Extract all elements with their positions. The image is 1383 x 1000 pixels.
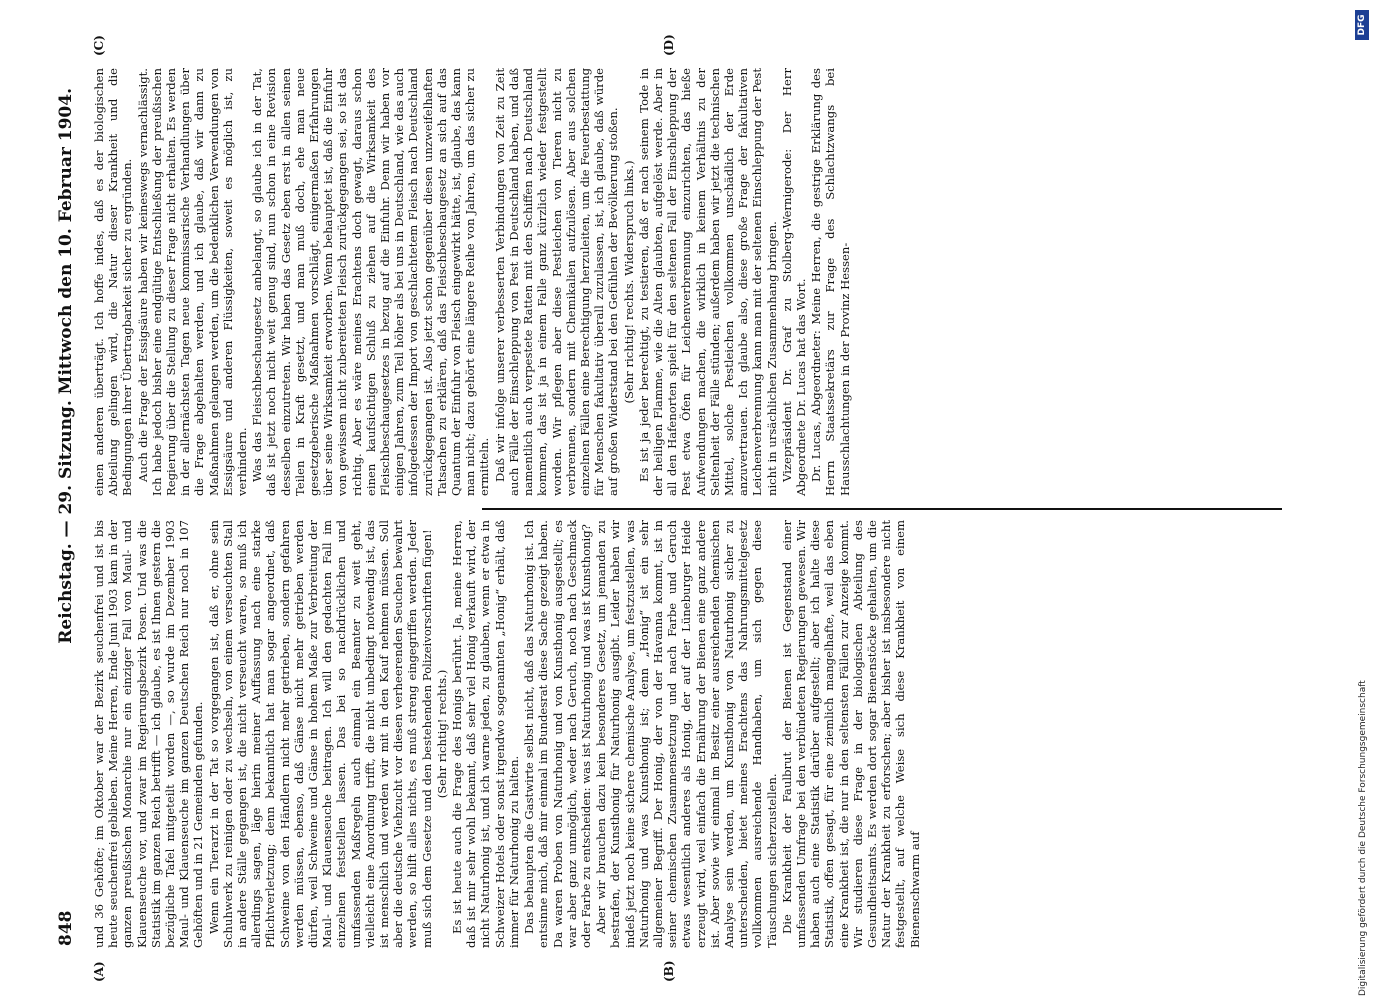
interjection: (Sehr richtig! rechts.) [434, 669, 449, 799]
digitization-credit: Digitalisierung gefördert durch die Deutsche Forschungsgemeinschaft [1358, 680, 1368, 996]
right-column [92, 68, 853, 496]
paragraph: Die Krankheit der Faulbrut der Bienen ist Gegenstand einer umfassenden Umfrage bei den verbündeten Regierungen gewesen. Wir haben auch eine Statistik darüber aufgestellt; aber ich halte diese Statistik, offen gesagt, für eine ziemlich mangelhafte, weil das eben eine Krankheit ist, die nur in den seltensten Fällen zur Anzeige kommt. Wir studieren diese Frage in der biologischen Abteilung des Gesundheitsamts. Es werden dort sogar Bienenstöcke gehalten, um die Natur der Krankheit zu erforschen; aber bisher ist insbesondere nicht festgestellt, auf welche Weise sich diese Krankheit von einem Bienenschwarm auf [779, 520, 922, 948]
paragraph: Daß wir infolge unserer verbesserten Verbindungen von Zeit zu Zeit auch Fälle der Einschleppung von Pest in Deutschland haben, und daß namentlich auch verpestete Ratten mit den Schiffen nach Deutschland kommen, das ist ja in einem Falle ganz kürzlich wieder festgestellt worden. Wir pflegen aber diese Pestleichen von Tieren nicht zu verbrennen, sondern mit Chemikalien aufzulösen. Aber aus solchen einzelnen Fällen eine Berechtigung herzuleiten, um die Feuerbestattung für Menschen fakultativ überall zuzulassen, ist, ich glaube, daß würde auf großen Widerstand bei den Gefühlen der Bevölkerung stoßen. [492, 68, 621, 496]
paragraph: einen anderen überträgt. Ich hoffe indes, daß es der biologischen Abteilung gelingen wird, die Natur dieser Krankheit und die Bedingungen ihrer Übertragbarkeit sicher zu ergründen. [92, 68, 135, 496]
column-divider [482, 508, 1282, 510]
speaker-paragraph: Vizepräsident Dr. Graf zu Stolberg-Wernigerode: Der Herr Abgeordnete Dr. Lucas hat das Wort. [779, 68, 808, 496]
paragraph: Aber wir brauchen dazu kein besonderes Gesetz, um jemanden zu bestrafen, der Kunsthonig für Naturhonig ausgibt. Leider haben wir indeß jetzt noch keine sichere chemische Analyse, um festzustellen, was Naturhonig und was Kunsthonig ist; denn „Honig“ ist ein sehr allgemeiner Begriff. Der Honig, der von der Havanna kommt, ist in seiner chemischen Zusammensetzung und nach Farbe und Geruch etwas wesentlich anderes als Honig, der auf der Lüneburger Heide erzeugt wird, weil einfach die Ernährung der Bienen eine ganz andere ist. Aber sowie wir einmal im Besitz einer ausreichenden chemischen Analyse sein werden, um Kunsthonig von Naturhonig sicher zu unterscheiden, bietet meines Erachtens das Nahrungsmittelgesetz vollkommen ausreichende Handhaben, um sich gegen diese Täuschungen sicherzustellen. [594, 520, 779, 948]
paragraph: Es ist heute auch die Frage des Honigs berührt. Ja, meine Herren, daß ist mir sehr wohl bekannt, daß sehr viel Honig verkauft wird, der nicht Naturhonig ist, und ich warne jeden, zu glauben, wenn er etwa in Schweizer Hotels oder sonst irgendwo sogenannten „Honig“ erhält, daß immer für Naturhonig zu halten. [450, 520, 521, 948]
document-page [52, 34, 1292, 982]
page-header [52, 68, 82, 948]
paragraph: Was das Fleischbeschaugesetz anbelangt, so glaube ich in der Tat, daß ist jetzt noch nicht weit genug sind, nun schon in eine Revision desselben einzutreten. Wir haben das Gesetz eben erst in allen seinen Teilen in Kraft gesetzt, und man muß doch, ehe man neue gesetzgeberische Maßnahmen vorschlägt, einigermaßen Erfahrungen über seine Wirksamkeit erworben. Wenn behauptet ist, daß die Einfuhr von gewissem nicht zubereiteten Fleisch zurückgegangen sei, so ist das richtig. Aber es wäre meines Erachtens doch gewagt, daraus schon einen kaufsichtigen Schluß zu ziehen auf die Wirksamkeit des Fleischbeschaugesetzes in bezug auf die Einfuhr. Denn wir haben vor einigen Jahren, zum Teil höher als bei uns in Deutschland, wie das auch infolgedessen der Import von geschlachtetem Fleisch nach Deutschland zurückgegangen ist. Also jetzt schon gegenüber diesen unzweifelhaften Tatsachen zu erklären, daß das Fleischbeschaugesetz an sich auf das Quantum der Einfuhr von Fleisch eingewirkt hätte, ist, glaube, das kann man nicht; dazu gehört eine längere Reihe von Jahren, um das sicher zu ermitteln. [250, 68, 492, 496]
paragraph: und 36 Gehöfte; im Oktober war der Bezirk seuchenfrei und ist bis heute seuchenfrei geblieben. Meine Herren, Ende Juni 1903 kam in der ganzen preußischen Monarchie nur ein einziger Fall von Maul- und Klauenseuche vor, und zwar im Regierungsbezirk Posen. Und was die Statistik im ganzen Reich betrifft — ich glaube, es ist Ihnen gestern die bezügliche Tafel mitgeteilt worden —, so wurde im Dezember 1903 Maul- und Klauenseuche im ganzen Deutschen Reich nur noch in 107 Gehöften und in 21 Gemeinden gefunden. [92, 520, 206, 948]
paragraph: Auch die Frage der Essigsäure haben wir keineswegs vernachlässigt. Ich habe jedoch bisher eine endgültige Entschließung der preußischen Regierung über die Stellung zu dieser Frage nicht erhalten. Es werden in der allernächsten Tagen neue kommissarische Verhandlungen über die Frage abgehalten werden, und ich glaube, daß wir dann zu Maßnahmen gelangen werden, um die bedenklichen Verwendungen von Essigsäure und anderen Flüssigkeiten, soweit es möglich ist, zu verhindern. [135, 68, 250, 496]
left-column [92, 520, 923, 948]
margin-mark-a: (A) [92, 961, 106, 982]
margin-mark-d: (D) [662, 34, 676, 56]
dfg-logo: DFG [1355, 10, 1369, 40]
paragraph: Wenn ein Tierarzt in der Tat so vorgegangen ist, daß er, ohne sein Schuhwerk zu reinigen oder zu wechseln, von einem verseuchten Stall in andere Ställe gegangen ist, die nicht verseucht waren, so muß ich allerdings sagen, läge hierin meiner Auffassung nach eine starke Pflichtverletzung; denn bekanntlich hat man sogar angeordnet, daß Schweine von den Händlern nicht mehr getrieben, sondern gefahren werden müssen, ebenso, daß Gänse nicht mehr getrieben werden dürfen, weil Schweine und Gänse in hohem Maße zur Verbreitung der Maul- und Klauenseuche beitragen. Ich will den gedachten Fall im einzelnen feststellen lassen. Das bei so nachdrücklichen und umfassenden Maßregeln auch einmal ein Beamter zu weit geht, vielleicht eine Anordnung trifft, die nicht unbedingt notwendig ist, das ist menschlich und werden wir mit in den Kauf nehmen müssen. Soll aber die deutsche Viehzucht vor diesen verheerenden Seuchen bewahrt werden, so hilft alles nichts, es muß streng eingegriffen werden. Jeder muß sich dem Gesetze und den bestehenden Polizeivorschriften fügen! [206, 520, 434, 948]
margin-mark-c: (C) [92, 35, 106, 56]
paragraph: Es ist ja jeder berechtigt, zu testieren, daß er nach seinem Tode in der heiligen Flamme, wie die Alten glaubten, aufgelöst werde. Aber in all den Hafenorten spielt für den seltenen Fall der Einschleppung der Pest etwa Öfen für Leichenverbrennung einzurichten, das hieße Aufwendungen machen, die wirklich in keinem Verhältnis zu der Seltenheit der Fälle stünden; außerdem haben wir jetzt die technischen Mittel, solche Pestleichen vollkommen unschädlich der Erde anzuvertrauen. Ich glaube also, diese große Frage der fakultativen Leichenverbrennung kann man mit der seltenen Einschleppung der Pest nicht in ursächlichen Zusammenhang bringen. [636, 68, 779, 496]
page-number: 848 [56, 910, 76, 946]
interjection: (Sehr richtig! rechts. Widerspruch links.) [621, 160, 636, 404]
page-title: Reichstag. — 29. Sitzung. Mittwoch den 10. Februar 1904. [56, 88, 76, 644]
paragraph: Das behaupten die Gastwirte selbst nicht, daß das Naturhonig ist. Ich entsinne mich, daß mir einmal im Bundesrat diese Sache gezeigt haben. Da waren Proben von Naturhonig und von Kunsthonig ausgestellt; es war aber ganz unmöglich, weder nach Geruch, noch nach Geschmack oder Farbe zu entscheiden: was ist Naturhonig und was ist Kunsthonig? [522, 520, 593, 948]
margin-mark-b: (B) [662, 960, 676, 982]
speaker-paragraph: Dr. Lucas, Abgeordneter: Meine Herren, die gestrige Erklärung des Herrn Staatssekretärs zur Frage des Schlachtzwangs bei Hausschlachtungen in der Provinz Hessen- [809, 68, 852, 496]
